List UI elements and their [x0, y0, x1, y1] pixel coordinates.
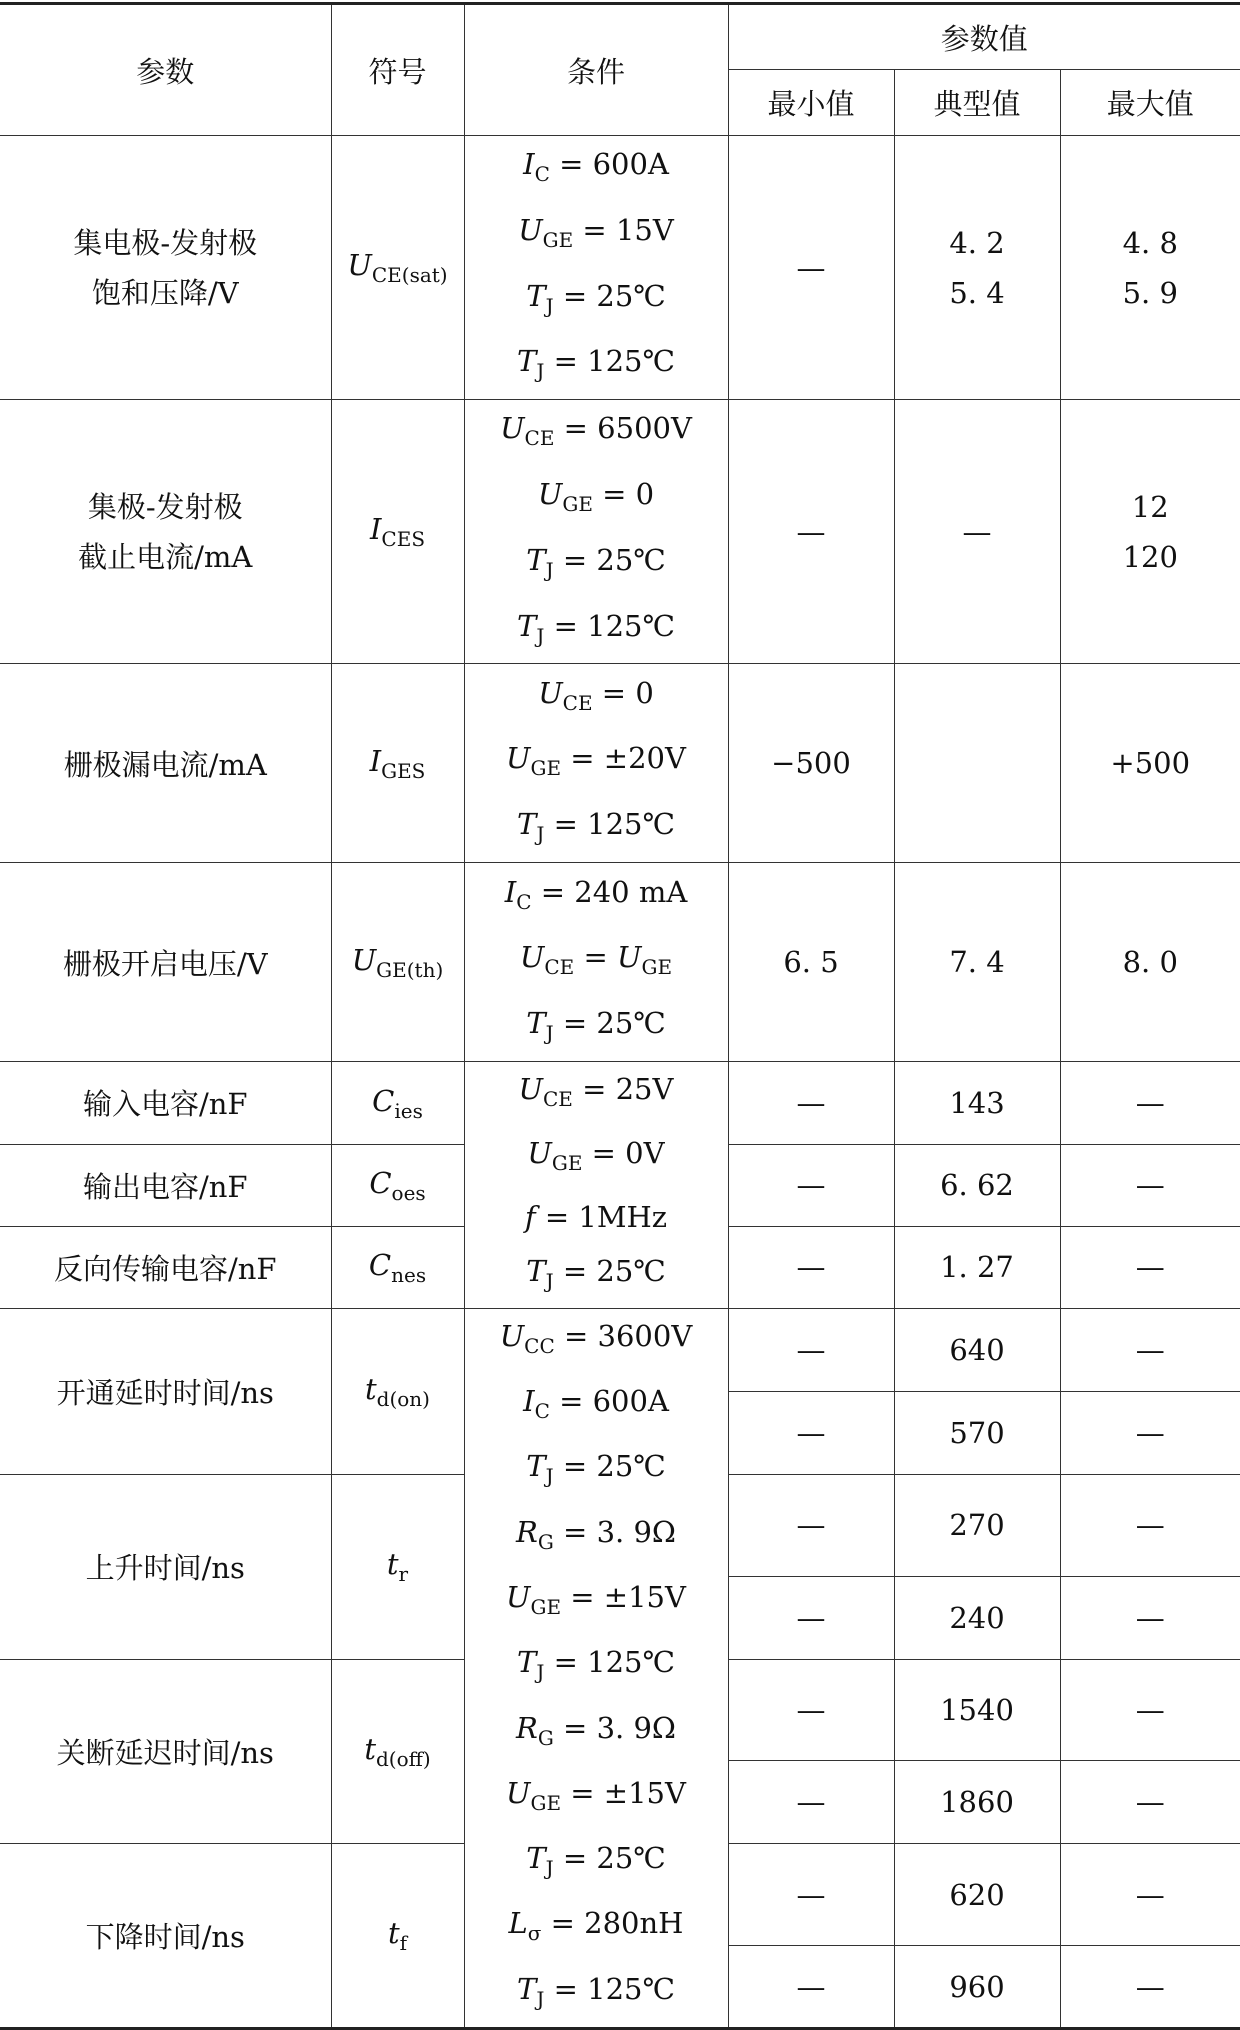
condition-line: $T_J$ = 25℃	[526, 1006, 666, 1046]
igbt-parameter-table	[0, 2, 1240, 2030]
symbol-cell: $t_f$	[331, 1844, 464, 2029]
condition-line: $T_J$ = 125℃	[517, 608, 675, 648]
table-row-iges	[0, 664, 1240, 863]
min-cell: —	[728, 1474, 894, 1576]
condition-line: $T_J$ = 25℃	[526, 278, 666, 318]
max-cell: —	[1060, 1391, 1240, 1474]
condition-line: $I_C = 600A$	[523, 147, 669, 186]
param-cell: 下降时间/ns	[0, 1844, 331, 2029]
condition-line: $I_C = 600A$	[523, 1384, 669, 1423]
max-cell: —	[1060, 1761, 1240, 1844]
param-line: 饱和压降/V	[91, 275, 239, 310]
typ-cell: 620	[894, 1844, 1060, 1946]
header-min: 最小值	[728, 70, 894, 136]
condition-line: $U_{GE} = \pm 15V$	[506, 1775, 686, 1815]
condition-line: $U_{GE} = 15V$	[518, 212, 674, 252]
max-cell: —	[1060, 1308, 1240, 1391]
symbol-cell: $t_r$	[331, 1474, 464, 1659]
typ-cell: 4. 2 5. 4	[894, 136, 1060, 400]
min-cell: —	[728, 1946, 894, 2029]
min-cell: —	[728, 1761, 894, 1844]
condition-cell	[464, 400, 728, 664]
condition-line: $U_{GE} = 0$	[537, 476, 655, 516]
typ-cell: 570	[894, 1391, 1060, 1474]
param-line: 集电极-发射极	[73, 225, 258, 260]
symbol-cell: $C_{nes}$	[331, 1226, 464, 1308]
symbol-cell: $U_{GE(th)}$	[331, 863, 464, 1062]
symbol-cell: $C_{ies}$	[331, 1062, 464, 1144]
condition-line: $T_J$ = 125℃	[517, 807, 675, 847]
min-cell: —	[728, 1144, 894, 1226]
table-row-cies	[0, 1062, 1240, 1144]
min-cell: —	[728, 1659, 894, 1761]
param-cell	[0, 136, 331, 400]
max-cell: 8. 0	[1060, 863, 1240, 1062]
symbol-cell: $I_{CES}$	[331, 400, 464, 664]
typ-cell: 1. 27	[894, 1226, 1060, 1308]
param-cell: 集极-发射极 截止电流/mA	[0, 400, 331, 664]
condition-line: $U_{CE} = U_{GE}$	[519, 940, 673, 980]
table-row-uce-sat	[0, 136, 1240, 400]
max-cell: —	[1060, 1144, 1240, 1226]
param-cell: 反向传输电容/nF	[0, 1226, 331, 1308]
min-cell: 6. 5	[728, 863, 894, 1062]
typ-cell: —	[894, 400, 1060, 664]
symbol-sub: CE(sat)	[371, 262, 448, 287]
condition-line: $R_G = 3$. 9Ω	[516, 1710, 676, 1750]
symbol-cell: $I_{GES}$	[331, 664, 464, 863]
condition-cell	[464, 863, 728, 1062]
condition-cell	[464, 1062, 728, 1308]
header-param: 参数	[0, 4, 331, 136]
symbol-cell	[331, 136, 464, 400]
typ-cell: 240	[894, 1576, 1060, 1659]
condition-line: $U_{CE} = 0$	[538, 675, 654, 715]
max-cell: —	[1060, 1226, 1240, 1308]
min-cell: —	[728, 1391, 894, 1474]
condition-line: $U_{GE} = \pm 15V$	[506, 1579, 686, 1619]
param-cell: 上升时间/ns	[0, 1474, 331, 1659]
min-cell: —	[728, 1308, 894, 1391]
condition-line: $U_{GE} = \pm 20V$	[506, 741, 686, 781]
typ-cell: 6. 62	[894, 1144, 1060, 1226]
condition-line: $L_\sigma = 280nH$	[508, 1906, 684, 1946]
header-max: 最大值	[1060, 70, 1240, 136]
min-cell: —	[728, 400, 894, 664]
header-condition: 条件	[464, 4, 728, 136]
min-cell: —	[728, 1844, 894, 1946]
condition-cell	[464, 664, 728, 863]
typ-cell: 1540	[894, 1659, 1060, 1761]
typ-cell: 7. 4	[894, 863, 1060, 1062]
symbol-main: U	[347, 248, 372, 283]
condition-line: $U_{CC} = 3600V$	[499, 1318, 693, 1358]
typ-cell	[894, 664, 1060, 863]
min-cell: —	[728, 1226, 894, 1308]
min-cell: —	[728, 1576, 894, 1659]
typ-cell: 143	[894, 1062, 1060, 1144]
header-values: 参数值	[728, 4, 1240, 70]
condition-line: $T_J$ = 125℃	[517, 1645, 675, 1685]
condition-line: $T_J$ = 125℃	[517, 344, 675, 384]
max-cell: —	[1060, 1576, 1240, 1659]
max-cell: —	[1060, 1474, 1240, 1576]
max-cell: +500	[1060, 664, 1240, 863]
condition-line: $I_C = 240$ mA	[504, 874, 688, 914]
param-cell: 栅极漏电流/mA	[0, 664, 331, 863]
typ-cell: 960	[894, 1946, 1060, 2029]
table-row-td-on-1	[0, 1308, 1240, 1391]
condition-line: $T_J$ = 25℃	[526, 542, 666, 582]
symbol-cell: $t_{d(on)}$	[331, 1308, 464, 1474]
param-cell: 栅极开启电压/V	[0, 863, 331, 1062]
condition-cell	[464, 1308, 728, 2028]
condition-line: f = 1MHz	[524, 1199, 668, 1234]
max-cell: —	[1060, 1062, 1240, 1144]
param-cell: 关断延迟时间/ns	[0, 1659, 331, 1844]
header-symbol: 符号	[331, 4, 464, 136]
max-cell: 12 120	[1060, 400, 1240, 664]
min-cell: —	[728, 136, 894, 400]
param-cell: 输入电容/nF	[0, 1062, 331, 1144]
table-row-uge-th	[0, 863, 1240, 1062]
condition-line: $U_{CE} = 6500V$	[500, 411, 692, 450]
typ-cell: 1860	[894, 1761, 1060, 1844]
symbol-cell: $t_{d(off)}$	[331, 1659, 464, 1844]
condition-line: $T_J$ = 125℃	[517, 1971, 675, 2011]
max-cell: —	[1060, 1659, 1240, 1761]
typ-cell: 640	[894, 1308, 1060, 1391]
table-row-ices	[0, 400, 1240, 664]
max-cell: 4. 8 5. 9	[1060, 136, 1240, 400]
header-row-1	[0, 4, 1240, 70]
typ-cell: 270	[894, 1474, 1060, 1576]
condition-line: $T_J$ = 25℃	[526, 1841, 666, 1880]
condition-line: $T_J$ = 25℃	[526, 1253, 666, 1293]
symbol-cell: $C_{oes}$	[331, 1144, 464, 1226]
condition-line: $U_{GE} = 0V$	[527, 1136, 665, 1175]
condition-cell	[464, 136, 728, 400]
param-cell: 输出电容/nF	[0, 1144, 331, 1226]
min-cell: —	[728, 1062, 894, 1144]
condition-line: $T_J$ = 25℃	[526, 1449, 666, 1489]
max-cell: —	[1060, 1844, 1240, 1946]
condition-line: $R_G = 3$. 9Ω	[516, 1514, 676, 1554]
max-cell: —	[1060, 1946, 1240, 2029]
param-cell: 开通延时时间/ns	[0, 1308, 331, 1474]
header-typ: 典型值	[894, 70, 1060, 136]
condition-line: $U_{CE} = 25V$	[518, 1072, 674, 1112]
min-cell: −500	[728, 664, 894, 863]
